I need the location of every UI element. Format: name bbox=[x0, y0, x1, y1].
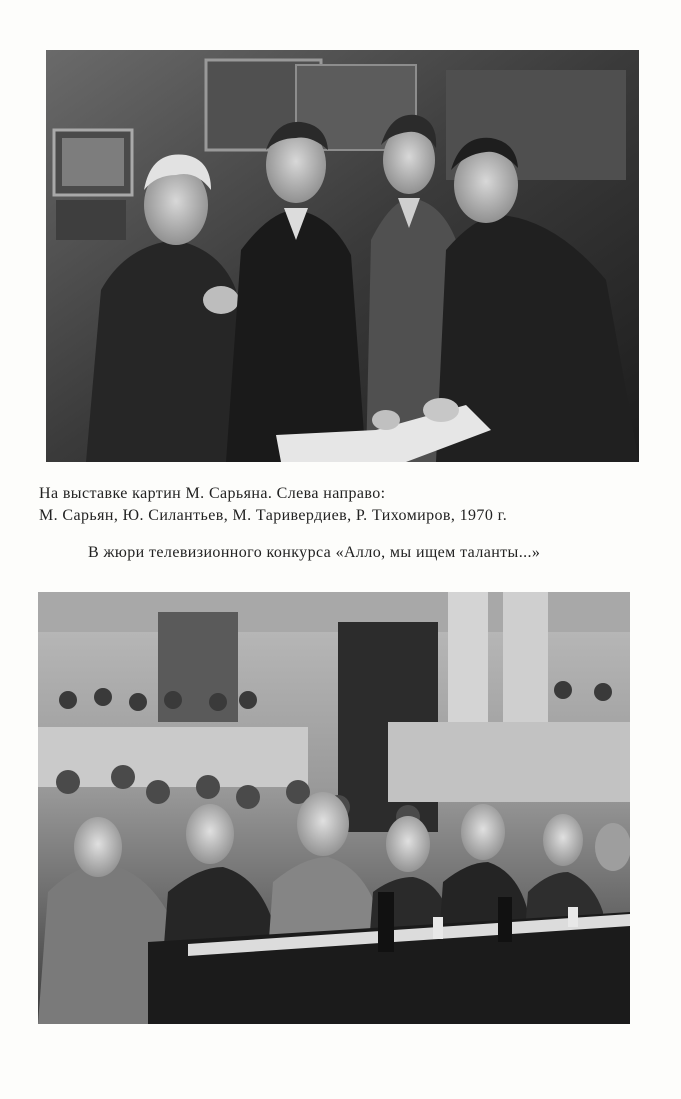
top-photo-caption-line-1: На выставке картин М. Сарьяна. Слева направо: bbox=[39, 485, 386, 502]
top-photo-caption-line-2: М. Сарьян, Ю. Силантьев, М. Таривердиев, Р. Тихомиров, 1970 г. bbox=[39, 507, 508, 524]
bottom-photo-caption: В жюри телевизионного конкурса «Алло, мы ищем таланты...» bbox=[88, 544, 541, 561]
jury-photo-image bbox=[38, 592, 630, 1024]
jury-photo bbox=[38, 592, 630, 1024]
exhibition-photo-image bbox=[46, 50, 639, 462]
exhibition-photo bbox=[46, 50, 639, 462]
